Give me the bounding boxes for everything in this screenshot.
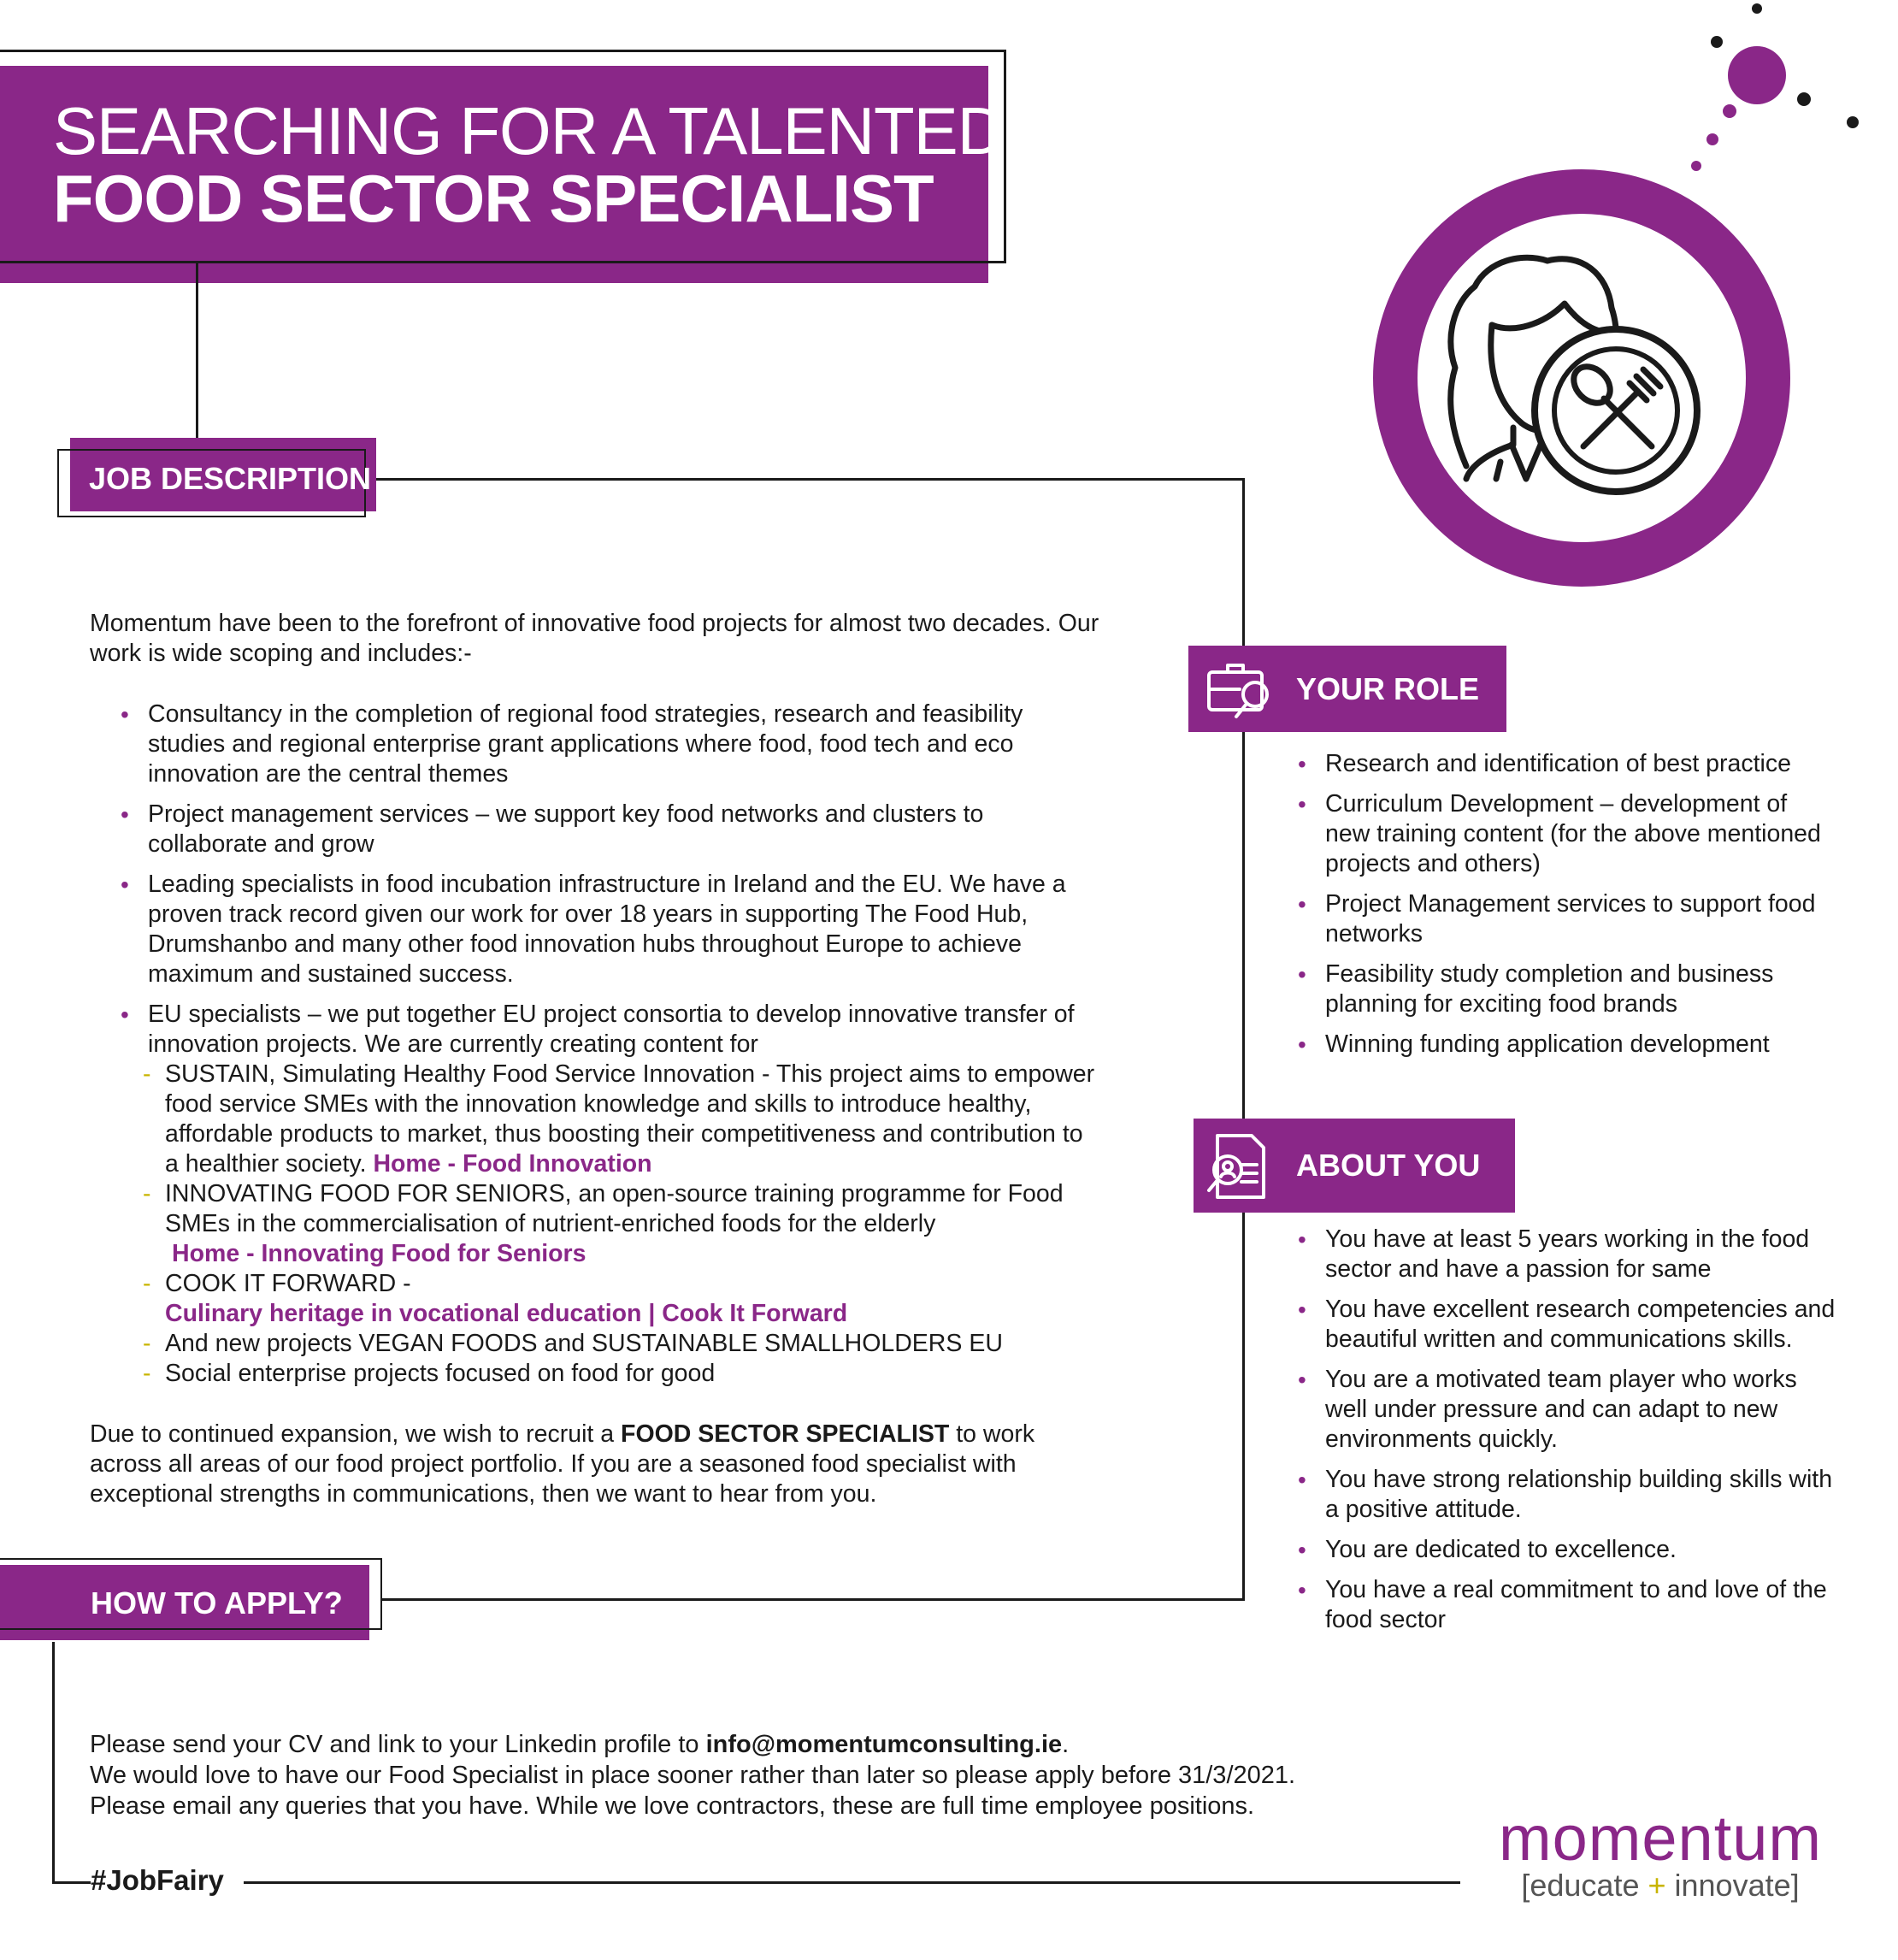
list-item: • Feasibility study completion and business planning for exciting food brands — [1298, 959, 1828, 1019]
sub-list-item — [143, 1060, 1098, 1179]
list-item: • You have a real commitment to and love of the food sector — [1298, 1575, 1845, 1635]
chef-woman-plate-icon — [1317, 0, 1898, 599]
closing-highlight: FOOD SECTOR SPECIALIST — [621, 1420, 950, 1448]
sub-list — [143, 1060, 1098, 1389]
list-item: • You are dedicated to excellence. — [1298, 1535, 1845, 1565]
logo-tagline — [1489, 1868, 1831, 1903]
sub-list-item — [143, 1329, 1098, 1359]
job-description-intro: Momentum have been to the forefront of innovative food projects for almost two decades. Our work is wide scoping and includes:- — [90, 610, 1099, 667]
apply-text: Please send your CV and link to your Linkedin profile to — [90, 1731, 706, 1758]
how-to-apply-header: HOW TO APPLY? — [91, 1585, 343, 1621]
closing-text: Due to continued expansion, we wish to recruit a — [90, 1420, 622, 1448]
project-link[interactable]: Home - Innovating Food for Seniors — [172, 1240, 586, 1267]
sub-item-text: COOK IT FORWARD - — [165, 1270, 411, 1297]
sub-list-item — [143, 1179, 1098, 1269]
connector-line — [380, 1598, 1245, 1601]
connector-line — [52, 1642, 55, 1884]
briefcase-search-icon — [1205, 657, 1284, 725]
apply-line-3: Please email any queries that you have. While we love contractors, these are full time employee positions. — [90, 1792, 1255, 1820]
job-description-closing — [90, 1420, 1090, 1509]
list-item: • You have at least 5 years working in the food sector and have a passion for same — [1298, 1225, 1845, 1284]
project-link[interactable]: Culinary heritage in vocational education | Cook It Forward — [165, 1300, 848, 1327]
list-item: • Curriculum Development – development of new training content (for the above mentioned projects and others) — [1298, 789, 1828, 879]
list-item: • You have excellent research competencies and beautiful written and communications skills. — [1298, 1295, 1845, 1355]
connector-line — [244, 1881, 1460, 1884]
about-you-list — [1298, 1225, 1845, 1645]
tagline-text: [educate — [1521, 1868, 1648, 1903]
resume-search-icon — [1204, 1131, 1276, 1202]
apply-line-2: We would love to have our Food Specialist in place sooner rather than later so please apply before 31/3/2021. — [90, 1762, 1296, 1789]
list-item: • Project management services – we support key food networks and clusters to collaborate and grow — [121, 800, 1099, 859]
sub-list-item — [143, 1269, 1098, 1329]
closing-text: to work across all areas of our food project portfolio. If you are a seasoned food specialist with exceptional strengths in communications, then we want to hear from you. — [90, 1420, 1035, 1508]
momentum-logo — [1489, 1803, 1831, 1903]
list-item: • Leading specialists in food incubation infrastructure in Ireland and the EU. We have a proven track record given our work for over 18 years in supporting The Food Hub, Drumshanbo and many other food innovation hubs throughout Europe to achieve maximum and sustained success. — [121, 870, 1099, 989]
list-item — [121, 1000, 1099, 1060]
logo-wordmark: momentum — [1498, 1803, 1823, 1874]
job-description-header: JOB DESCRIPTION — [89, 461, 372, 496]
how-to-apply-text — [90, 1729, 1458, 1821]
tagline-plus: + — [1647, 1868, 1666, 1903]
connector-line — [52, 1881, 91, 1884]
about-you-title: ABOUT YOU — [1296, 1148, 1481, 1183]
sub-item-text: INNOVATING FOOD FOR SENIORS, an open-source training programme for Food SMEs in the commercialisation of nutrient-enriched foods for the elderly — [165, 1180, 1064, 1237]
project-link[interactable]: Home - Food Innovation — [373, 1150, 652, 1178]
apply-text: . — [1062, 1731, 1070, 1758]
title-line-2: FOOD SECTOR SPECIALIST — [53, 161, 934, 236]
list-item: • Project Management services to support food networks — [1298, 889, 1828, 949]
sub-item-text: SUSTAIN, Simulating Healthy Food Service Innovation - This project aims to empower food service SMEs with the innovation knowledge and skills to introduce healthy, affordable products to market, thus boosting their competitiveness and contribution to a healthier society. — [165, 1060, 1095, 1178]
list-item: • You have strong relationship building skills with a positive attitude. — [1298, 1465, 1845, 1525]
list-item: • You are a motivated team player who works well under pressure and can adapt to new environments quickly. — [1298, 1365, 1845, 1455]
list-item: • Consultancy in the completion of regional food strategies, research and feasibility studies and regional enterprise grant applications where food, food tech and eco innovation are the central themes — [121, 700, 1099, 789]
sub-list-item — [143, 1359, 1098, 1389]
apply-line-1 — [90, 1729, 1458, 1760]
title-line-1: SEARCHING FOR A TALENTED — [53, 93, 1005, 168]
tagline-text: innovate] — [1665, 1868, 1800, 1903]
list-item: • Research and identification of best practice — [1298, 749, 1828, 779]
connector-line — [374, 478, 1245, 481]
connector-line — [196, 263, 198, 441]
hashtag: #JobFairy — [91, 1864, 224, 1896]
sub-item-text: Social enterprise projects focused on food for good — [165, 1360, 716, 1387]
job-description-list — [121, 700, 1099, 1389]
sub-item-text: And new projects VEGAN FOODS and SUSTAINABLE SMALLHOLDERS EU — [165, 1330, 1003, 1357]
your-role-list — [1298, 749, 1828, 1070]
email-link[interactable]: info@momentumconsulting.ie — [705, 1731, 1063, 1758]
your-role-title: YOUR ROLE — [1296, 670, 1480, 706]
list-item: • Winning funding application development — [1298, 1030, 1828, 1060]
list-item-text: EU specialists – we put together EU project consortia to develop innovative transfer of innovation projects. We are currently creating content for — [148, 1001, 1075, 1058]
